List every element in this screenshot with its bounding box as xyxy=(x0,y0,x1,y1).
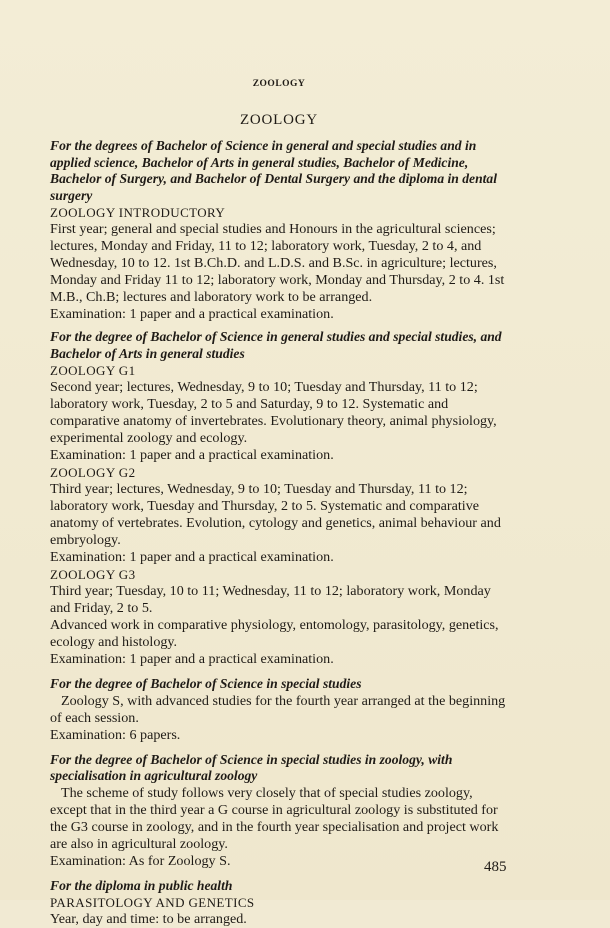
section-heading-agricultural: For the degree of Bachelor of Science in special studies in zoology, with specialisation in agricultural zoology xyxy=(50,751,453,783)
course-title-parasitology: PARASITOLOGY AND GENETICS xyxy=(50,895,255,910)
page-content xyxy=(50,76,508,928)
section-heading-public-health: For the diploma in public health xyxy=(50,877,233,893)
running-head: ZOOLOGY xyxy=(252,79,306,89)
course-body-g1: Second year; lectures, Wednesday, 9 to 10; Tuesday and Thursday, 11 to 12; laboratory work, Tuesday, 2 to 5 and Saturday, 9 to 12. Systematic and comparative anatomy of invertebrates. Evolutionary theory, animal physiology, experimental zoology and ecology. xyxy=(50,379,497,446)
exam-g2: Examination: 1 paper and a practical examination. xyxy=(50,549,334,565)
section-heading-bsc-ba: For the degree of Bachelor of Science in general studies and special studies, and Bachelor of Arts in general studies xyxy=(50,329,502,361)
course-title-introductory: ZOOLOGY INTRODUCTORY xyxy=(50,205,226,220)
course-body-introductory: First year; general and special studies and Honours in the agricultural sciences; lectures, Monday and Friday, 11 to 12; laboratory work, Tuesday, 2 to 4, and Wednesday, 10 to 12. 1st B.Ch.D. and L.D.S. and B.Sc. in agriculture; lectures, Monday and Friday 11 to 12; laboratory work, Monday and Thursday, 2 to 4. 1st M.B., Ch.B; lectures and laboratory work to be arranged. xyxy=(50,221,505,305)
agricultural-zoology-body: The scheme of study follows very closely that of special studies zoology, except that in the third year a G course in agricultural zoology is substituted for the G3 course in zoology, and in the fourth year specialisation and project work are also in agricultural zoology. xyxy=(50,784,499,852)
course-body-g2: Third year; lectures, Wednesday, 9 to 10; Tuesday and Thursday, 11 to 12; laboratory work, Tuesday and Thursday, 2 to 5. Systematic and comparative anatomy of vertebrates. Evolution, cytology and genetics, animal behaviour and embryology. xyxy=(50,481,501,548)
course-title-g2: ZOOLOGY G2 xyxy=(50,465,136,480)
course-body-g3-advanced: Advanced work in comparative physiology, entomology, parasitology, genetics, ecology and histology. xyxy=(50,617,499,650)
exam-agricultural: Examination: As for Zoology S. xyxy=(50,852,231,869)
section-heading-degrees: For the degrees of Bachelor of Science in general and special studies and in applied science, Bachelor of Arts in general studies, Bachelor of Medicine, Bachelor of Surgery, and Bachelor of Dental Surgery and the diploma in dental surgery xyxy=(50,138,497,203)
exam-zoology-s: Examination: 6 papers. xyxy=(50,726,181,743)
page-number: 485 xyxy=(484,859,507,875)
zoology-s-body: Zoology S, with advanced studies for the fourth year arranged at the beginning of each session. xyxy=(50,692,506,726)
exam-g1: Examination: 1 paper and a practical examination. xyxy=(50,447,334,463)
section-heading-special: For the degree of Bachelor of Science in special studies xyxy=(50,676,362,691)
course-title-g1: ZOOLOGY G1 xyxy=(50,363,136,378)
course-body-g3: Third year; Tuesday, 10 to 11; Wednesday, 11 to 12; laboratory work, Monday and Friday, 2 to 5. xyxy=(50,583,491,616)
page-title: ZOOLOGY xyxy=(239,112,319,128)
exam-introductory: Examination: 1 paper and a practical examination. xyxy=(50,306,334,322)
course-body-parasitology: Year, day and time: to be arranged. xyxy=(50,911,247,927)
exam-g3: Examination: 1 paper and a practical examination. xyxy=(50,651,334,667)
course-title-g3: ZOOLOGY G3 xyxy=(50,567,136,582)
